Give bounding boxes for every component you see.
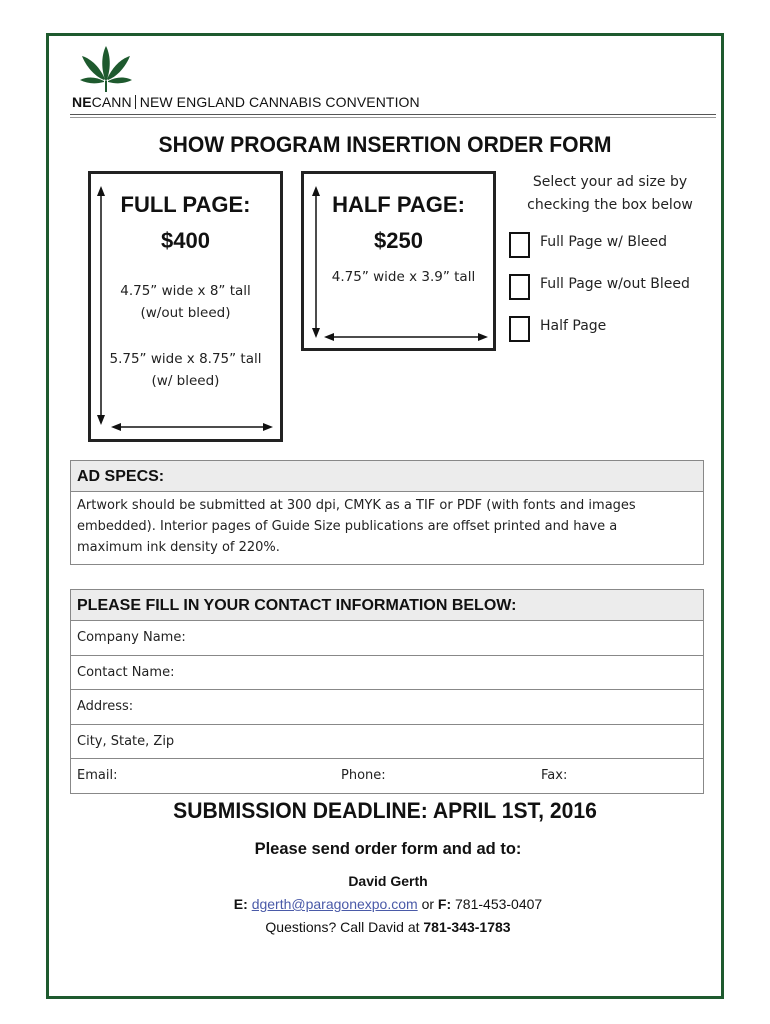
checkbox-full-page-no-bleed[interactable] (509, 274, 530, 300)
option-full-page-bleed[interactable] (509, 232, 719, 260)
fax-label: Fax: (541, 768, 568, 784)
full-page-size-bleed: 5.75” wide x 8.75” tall (109, 351, 262, 367)
option-half-page[interactable] (509, 316, 719, 344)
address-field[interactable] (71, 690, 703, 725)
half-page-price: $250 (374, 228, 423, 253)
contact-name-label: Contact Name: (77, 664, 175, 680)
submission-deadline: SUBMISSION DEADLINE: APRIL 1ST, 2016 (173, 798, 597, 823)
dimension-arrows (304, 174, 499, 354)
city-state-zip-label: City, State, Zip (77, 733, 175, 749)
full-page-size-bleed-note: (w/ bleed) (151, 373, 220, 389)
half-page-option-box (301, 171, 496, 351)
select-hint-line2: checking the box below (527, 197, 693, 213)
ad-specs-line: Artwork should be submitted at 300 dpi, CMYK as a TIF or PDF (with fonts and images (77, 498, 636, 513)
phone-label: Phone: (341, 768, 386, 784)
page-title: SHOW PROGRAM INSERTION ORDER FORM (158, 132, 612, 157)
contact-info-panel (70, 589, 704, 794)
checkbox-full-page-bleed[interactable] (509, 232, 530, 258)
ad-specs-panel (70, 460, 704, 565)
option-label: Half Page (540, 318, 607, 334)
select-size-instructions (514, 171, 706, 217)
company-name-field[interactable] (71, 621, 703, 656)
or-text: or (421, 896, 435, 912)
questions-line (0, 919, 770, 935)
questions-phone: 781-343-1783 (423, 919, 511, 935)
ad-specs-line: embedded). Interior pages of Guide Size publications are offset printed and have a (77, 519, 618, 534)
fax-number: 781-453-0407 (455, 896, 543, 912)
full-page-price: $400 (161, 228, 210, 253)
email-label: Email: (77, 768, 118, 784)
ad-specs-line: maximum ink density of 220%. (77, 540, 280, 555)
send-to-heading: Please send order form and ad to: (254, 840, 522, 858)
brand-name (72, 94, 420, 110)
option-full-page-no-bleed[interactable] (509, 274, 719, 302)
brand-full: NEW ENGLAND CANNABIS CONVENTION (139, 94, 420, 110)
full-page-heading: FULL PAGE: (120, 192, 251, 217)
email-fax-line (0, 896, 770, 912)
dimension-arrows (91, 174, 286, 445)
cannabis-leaf-logo (78, 44, 134, 94)
brand-short: NE (72, 94, 92, 110)
contact-name-field[interactable] (71, 656, 703, 691)
brand-short2: CANN (91, 94, 132, 110)
half-page-heading: HALF PAGE: (332, 192, 465, 217)
email-phone-fax-row[interactable] (71, 759, 703, 794)
ad-specs-heading: AD SPECS: (71, 461, 703, 492)
questions-text: Questions? Call David at (265, 919, 420, 935)
half-page-size: 4.75” wide x 3.9” tall (331, 269, 476, 285)
address-label: Address: (77, 699, 134, 715)
email-link[interactable]: dgerth@paragonexpo.com (251, 896, 418, 912)
company-name-label: Company Name: (77, 630, 186, 645)
checkbox-half-page[interactable] (509, 316, 530, 342)
option-label: Full Page w/out Bleed (540, 276, 690, 292)
fax-prefix: F: (437, 896, 452, 912)
header-divider (70, 114, 716, 118)
full-page-option-box (88, 171, 283, 442)
full-page-size-no-bleed-note: (w/out bleed) (140, 305, 231, 321)
option-label: Full Page w/ Bleed (540, 234, 667, 250)
full-page-size-no-bleed: 4.75” wide x 8” tall (120, 283, 251, 299)
email-prefix: E: (233, 896, 248, 912)
ad-specs-text (71, 492, 703, 561)
city-state-zip-field[interactable] (71, 725, 703, 760)
contact-person: David Gerth (348, 873, 428, 889)
contact-heading: PLEASE FILL IN YOUR CONTACT INFORMATION BELOW: (71, 590, 703, 621)
select-hint-line1: Select your ad size by (532, 174, 688, 190)
